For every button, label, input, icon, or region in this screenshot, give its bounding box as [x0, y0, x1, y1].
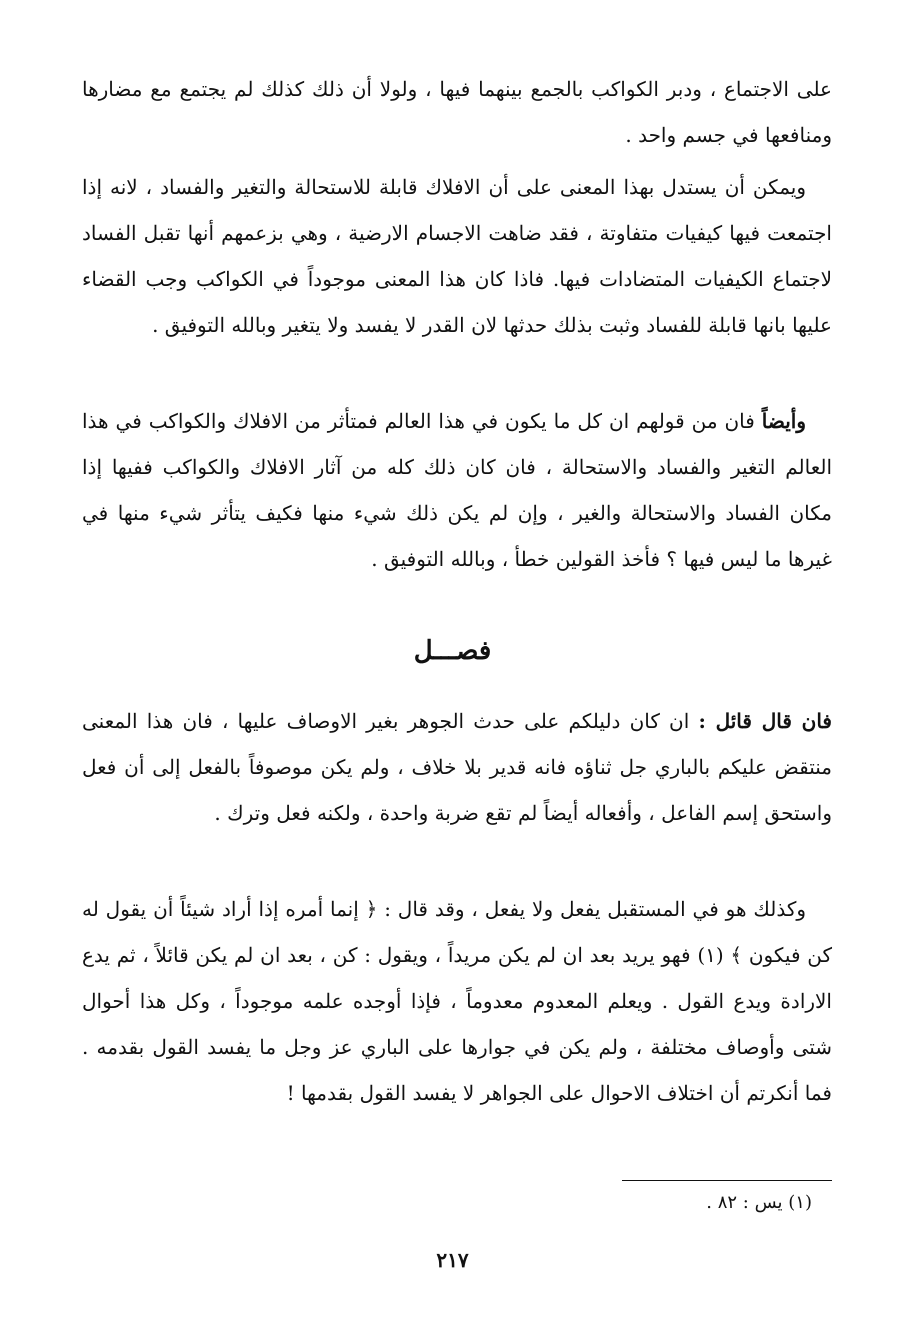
paragraph-4-text: فان قال قائل : ان كان دليلكم على حدث الجوهر بغير الاوصاف عليها ، فان هذا المعنى منتقض عليكم بالباري جل ثناؤه فانه قدير بلا خلاف ، ولم يكن موصوفاً بالفعل إلى أن فعل واستحق إسم الفاعل ، وأفعاله أيضاً لم تقع ضربة واحدة ، ولكنه فعل وترك . [82, 709, 832, 825]
paragraph-4 [82, 698, 832, 836]
paragraph-2-text: ويمكن أن يستدل بهذا المعنى على أن الافلاك قابلة للاستحالة والتغير والفساد ، لانه إذا اجتمعت فيها كيفيات متفاوتة ، فقد ضاهت الاجسام الارضية ، وهي بزعمهم أنها تقبل الفساد لاجتماع الكيفيات المتضادات فيها. فاذا كان هذا المعنى موجوداً في الكواكب وجب القضاء عليها بانها قابلة للفساد وثبت بذلك حدثها لان القدر لا يفسد ولا يتغير وبالله التوفيق . [82, 175, 832, 337]
paragraph-2 [82, 164, 832, 348]
paragraph-1-text: على الاجتماع ، ودبر الكواكب بالجمع بينهما فيها ، ولولا أن ذلك كذلك لم يجتمع مع مضارها ومنافعها في جسم واحد . [82, 77, 832, 147]
paragraph-3-text: وأيضاً فان من قولهم ان كل ما يكون في هذا العالم فمتأثر من الافلاك والكواكب في هذا العالم التغير والفساد والاستحالة ، فان كان ذلك كله من آثار الافلاك والكواكب ففيها إذا مكان الفساد والاستحالة والغير ، وإن لم يكن ذلك شيء منها فكيف يتأثر شيء منها في غيرها ما ليس فيها ؟ فأخذ القولين خطأ ، وبالله التوفيق . [82, 409, 832, 571]
paragraph-5-text: وكذلك هو في المستقبل يفعل ولا يفعل ، وقد قال : ﴿ إنما أمره إذا أراد شيئاً أن يقول له كن فيكون ﴾ (١) فهو يريد بعد ان لم يكن مريداً ، ويقول : كن ، بعد ان لم يكن قائلاً ، ثم يدع الارادة ويدع القول . ويعلم المعدوم معدوماً ، فإذا أوجده علمه موجوداً ، وكل هذا أحوال شتى وأوصاف مختلفة ، ولم يكن في جوارها على الباري عز وجل ما يفسد القول بقدمه . فما أنكرتم أن اختلاف الاحوال على الجواهر لا يفسد القول بقدمها ! [82, 897, 833, 1105]
paragraph-5 [82, 886, 832, 1116]
section-heading: فصـــل [413, 636, 492, 666]
paragraph-1 [82, 66, 832, 158]
page-number: ٢١٧ [436, 1248, 469, 1272]
footnote: (١) يس : ٨٢ . [706, 1192, 812, 1213]
footnote-divider [622, 1180, 832, 1181]
paragraph-3 [82, 398, 832, 582]
lead-phrase: فان قال قائل : [698, 709, 832, 733]
lead-phrase: وأيضاً [761, 409, 806, 433]
